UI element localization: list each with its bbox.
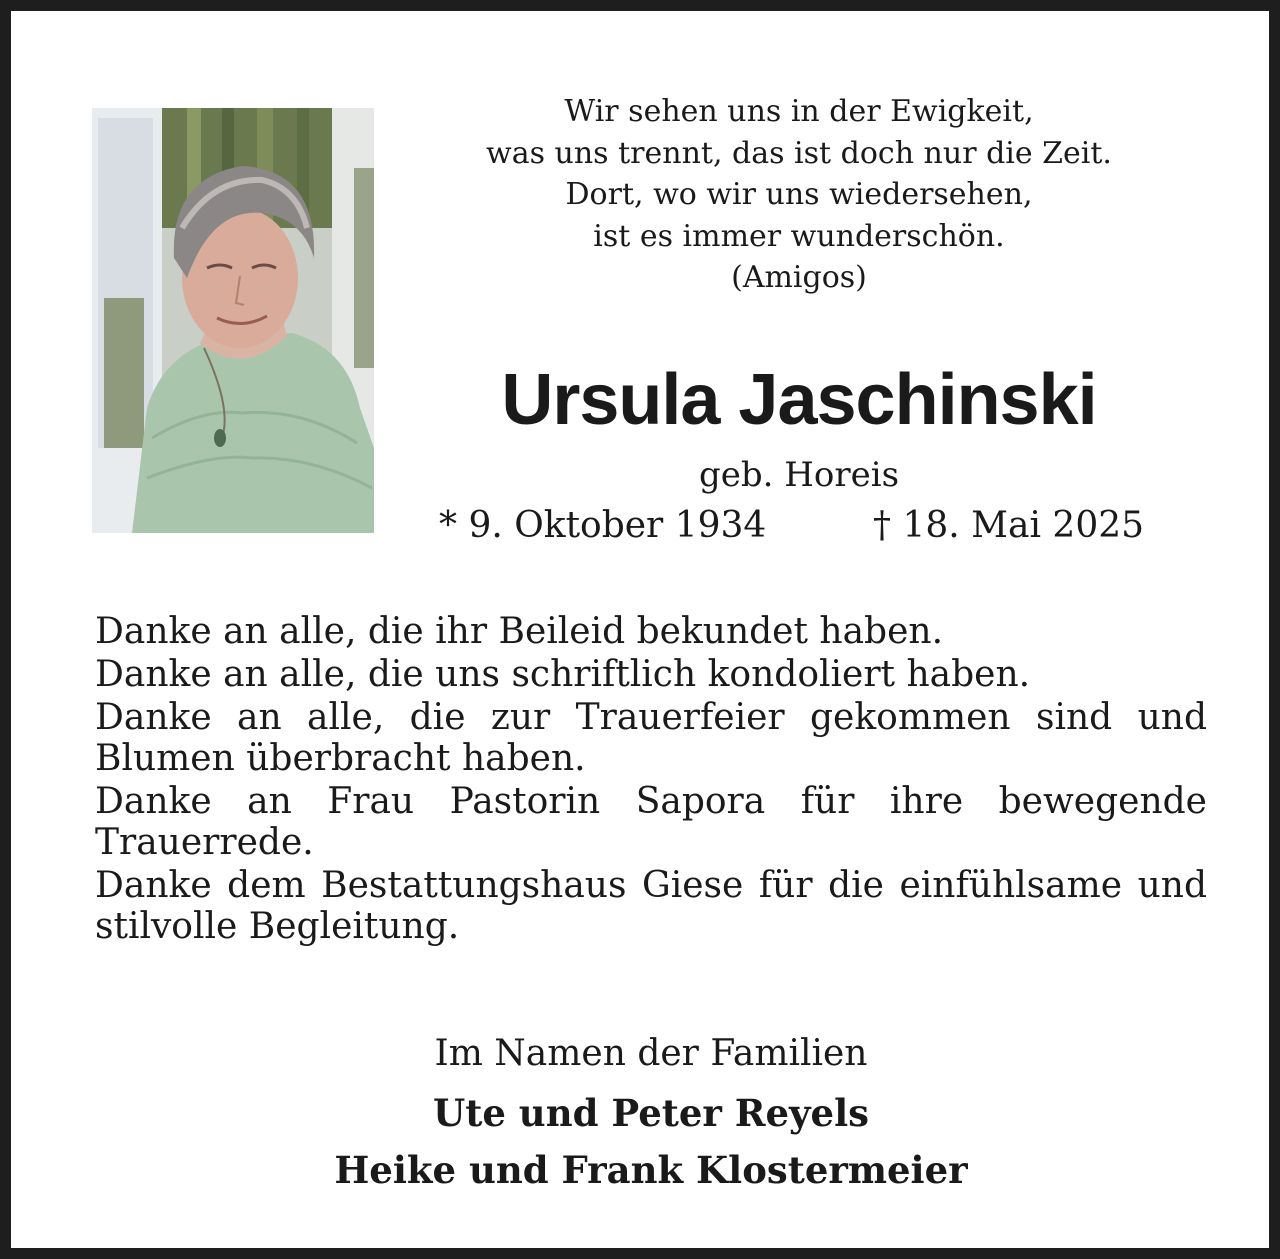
poem-attribution: (Amigos)	[731, 260, 867, 295]
poem-line: Wir sehen uns in der Ewigkeit,	[564, 94, 1034, 129]
birth-date: * 9. Oktober 1934	[439, 505, 767, 546]
poem-line: ist es immer wunderschön.	[593, 218, 1005, 254]
poem	[431, 91, 1167, 299]
thanks-paragraph: Danke an alle, die zur Trauerfeier gekommen sind und Blumen überbracht haben.	[95, 697, 1207, 779]
death-date: † 18. Mai 2025	[873, 505, 1145, 546]
poem-line: Dort, wo wir uns wiedersehen,	[565, 177, 1033, 212]
signatory: Ute und Peter Reyels	[433, 1091, 869, 1135]
deceased-name: Ursula Jaschinski	[501, 360, 1097, 440]
closing-intro: Im Namen der Familien	[434, 1033, 868, 1074]
portrait-photo	[92, 108, 374, 533]
signatory: Heike und Frank Klostermeier	[334, 1148, 968, 1192]
thanks-paragraph: Danke an Frau Pastorin Sapora für ihre bewegende Trauerrede.	[95, 781, 1207, 863]
thanks-paragraph: Danke an alle, die uns schriftlich kondoliert haben.	[95, 654, 1031, 695]
thanks-section	[95, 611, 1207, 949]
maiden-name: geb. Horeis	[698, 455, 900, 495]
thanks-paragraph: Danke an alle, die ihr Beileid bekundet haben.	[95, 611, 944, 652]
poem-line: was uns trennt, das ist doch nur die Zeit.	[486, 135, 1112, 171]
thanks-paragraph: Danke dem Bestattungshaus Giese für die einfühlsame und stilvolle Begleitung.	[95, 865, 1207, 947]
